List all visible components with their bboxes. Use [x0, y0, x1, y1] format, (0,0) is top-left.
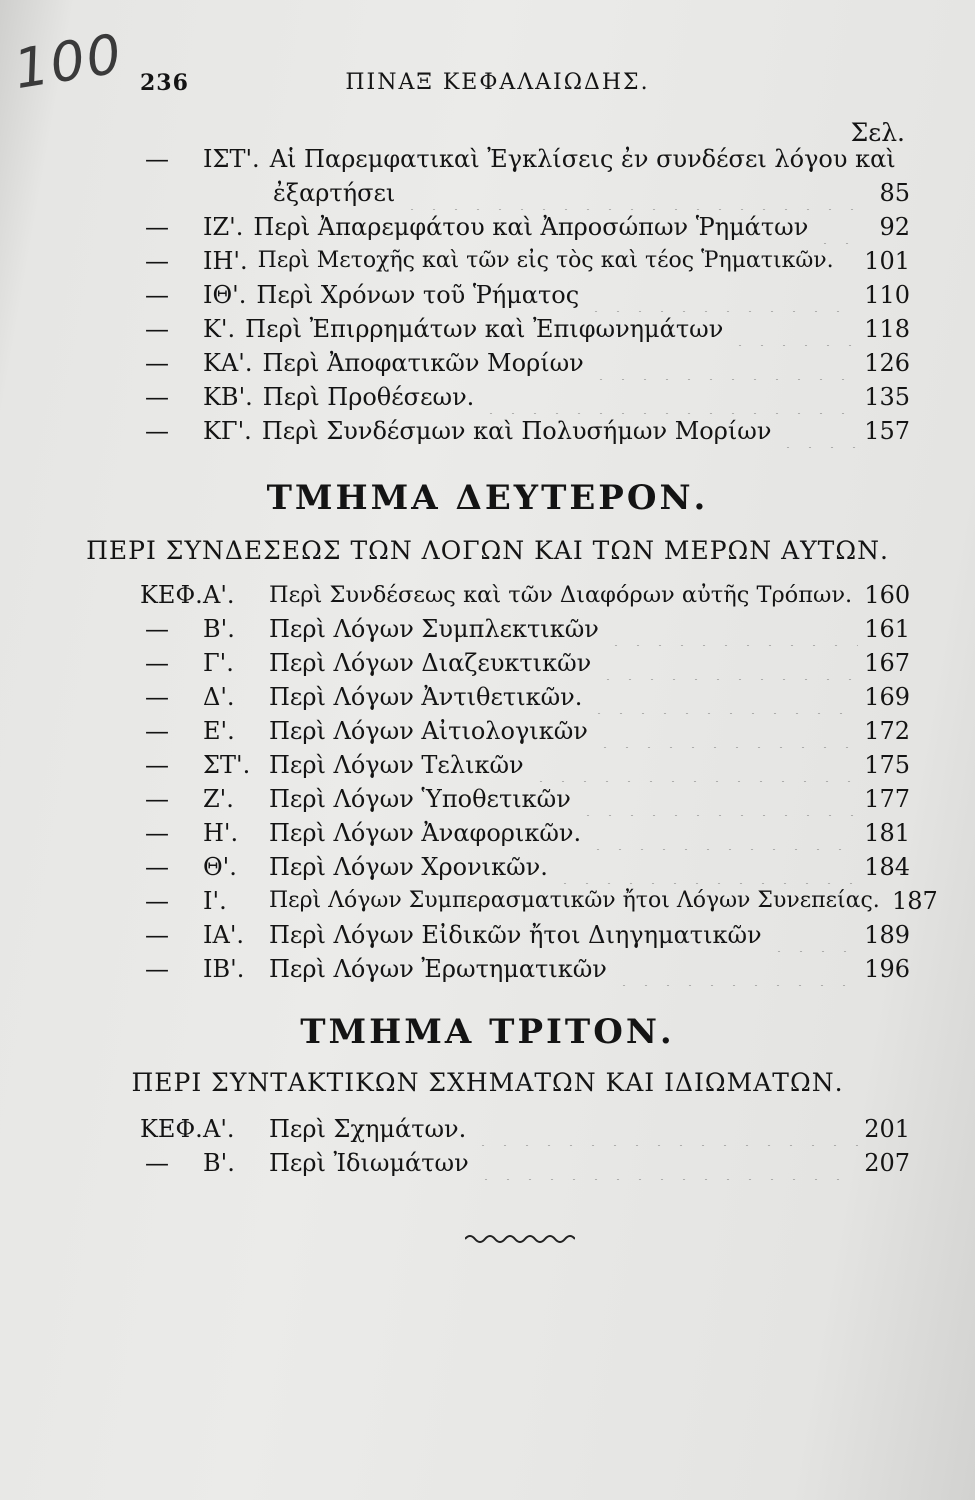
- toc-entry: [145, 748, 910, 782]
- entry-dash: —: [145, 213, 169, 241]
- entry-page: 167: [864, 649, 910, 677]
- entry-dash: —: [145, 785, 169, 813]
- entry-number: Α'.: [203, 581, 235, 609]
- dot-leader: [554, 850, 858, 884]
- entry-number: Β'.: [203, 615, 235, 643]
- running-head: ΠΙΝΑΞ ΚΕΦΑΛΑΙΩΔΗΣ.: [345, 70, 650, 95]
- entry-title: Περὶ Συνδέσεως καὶ τῶν Διαφόρων αὐτῆς Τρόπων.: [269, 582, 853, 608]
- entry-number: ΚΓ'.: [203, 417, 252, 445]
- entry-dash: —: [145, 145, 169, 173]
- toc-entry: [145, 816, 910, 850]
- toc-entry: [145, 210, 910, 244]
- entry-page: 187: [891, 887, 938, 915]
- entry-number: Ι'.: [203, 887, 227, 915]
- toc-entry: [145, 884, 938, 918]
- entry-chapter-label: ΚΕΦ.: [140, 581, 203, 609]
- section-subtitle: ΠΕΡΙ ΣΥΝΔΕΣΕΩΣ ΤΩΝ ΛΟΓΩΝ ΚΑΙ ΤΩΝ ΜΕΡΩΝ ΑΥΤΩΝ.: [86, 536, 889, 565]
- handwritten-mark: 100: [9, 21, 128, 102]
- entry-dash: —: [145, 615, 169, 643]
- dot-leader: [768, 918, 858, 952]
- entry-page: 157: [864, 417, 910, 445]
- entry-page: 135: [864, 383, 910, 411]
- toc-entry: [140, 578, 911, 612]
- entry-number: Η'.: [203, 819, 239, 847]
- entry-dash: —: [145, 683, 169, 711]
- entry-dash: —: [145, 819, 169, 847]
- entry-page: 110: [864, 281, 910, 309]
- dot-leader: [729, 312, 858, 346]
- entry-title: Περὶ Λόγων Διαζευκτικῶν: [269, 649, 592, 677]
- entry-page: 196: [864, 955, 910, 983]
- entry-title: Περὶ Λόγων Αἰτιολογικῶν: [269, 717, 588, 745]
- toc-entry: [145, 714, 910, 748]
- entry-page: 172: [864, 717, 910, 745]
- entry-page: 126: [864, 349, 910, 377]
- entry-number: ΙΖ'.: [203, 213, 244, 241]
- toc-entry: [145, 782, 910, 816]
- entry-dash: —: [145, 751, 169, 779]
- dot-leader: [840, 244, 858, 278]
- toc-entry: [145, 952, 910, 986]
- entry-title: Περὶ Λόγων Ἀναφορικῶν.: [269, 819, 582, 847]
- entry-title: Περὶ Προθέσεων.: [262, 383, 475, 411]
- entry-number: ΙΣΤ'.: [203, 145, 260, 173]
- entry-page: 85: [879, 179, 910, 207]
- entry-title: Περὶ Λόγων Συμπλεκτικῶν: [269, 615, 599, 643]
- entry-number: ΙΑ'.: [203, 921, 245, 949]
- entry-number: Κ'.: [203, 315, 236, 343]
- entry-number: ΣΤ'.: [203, 751, 251, 779]
- entry-number: ΙΒ'.: [203, 955, 245, 983]
- entry-title: Περὶ Λόγων Συμπερασματικῶν ἤτοι Λόγων Συνεπείας.: [269, 888, 880, 913]
- entry-title: Περὶ Ἀποφατικῶν Μορίων: [262, 349, 584, 377]
- entry-page: 175: [864, 751, 910, 779]
- entry-dash: —: [145, 417, 169, 445]
- entry-title: Περὶ Χρόνων τοῦ Ῥήματος: [256, 281, 580, 309]
- entry-number: Ε'.: [203, 717, 235, 745]
- entry-page: 101: [864, 247, 910, 275]
- entry-page: 118: [864, 315, 910, 343]
- entry-page: 201: [864, 1115, 910, 1143]
- dot-leader: [605, 612, 858, 646]
- entry-page: 161: [864, 615, 910, 643]
- entry-title: Περὶ Λόγων Εἰδικῶν ἤτοι Διηγηματικῶν: [269, 921, 762, 949]
- entry-title: Περὶ Λόγων Ἀντιθετικῶν.: [269, 683, 583, 711]
- page-number: 236: [140, 70, 189, 96]
- dot-leader: [480, 380, 858, 414]
- entry-dash: —: [145, 281, 169, 309]
- entry-page: 92: [879, 213, 910, 241]
- entry-dash: —: [145, 349, 169, 377]
- toc-entry: [145, 346, 910, 380]
- entry-title: Περὶ Λόγων Χρονικῶν.: [269, 853, 548, 881]
- entry-chapter-label: ΚΕΦ.: [140, 1115, 203, 1143]
- wavy-line-ornament-icon: [465, 1232, 575, 1246]
- toc-entry: [145, 278, 910, 312]
- entry-title: Περὶ Ἰδιωμάτων: [269, 1149, 469, 1177]
- dot-leader: [594, 714, 858, 748]
- toc-entry: [145, 680, 910, 714]
- dot-leader: [577, 782, 858, 816]
- entry-title: Περὶ Λόγων Ὑποθετικῶν: [269, 785, 571, 813]
- entry-number: ΙΘ'.: [203, 281, 247, 309]
- dot-leader: [472, 1112, 858, 1146]
- entry-number: Γ'.: [203, 649, 234, 677]
- entry-page: 177: [864, 785, 910, 813]
- entry-page: 160: [864, 581, 911, 609]
- toc-entry: [140, 1112, 910, 1146]
- entry-title: Περὶ Σχημάτων.: [269, 1115, 467, 1143]
- dot-leader: [777, 414, 858, 448]
- entry-dash: —: [145, 955, 169, 983]
- entry-page: 207: [864, 1149, 910, 1177]
- dot-leader: [401, 176, 858, 210]
- section-subtitle: ΠΕΡΙ ΣΥΝΤΑΚΤΙΚΩΝ ΣΧΗΜΑΤΩΝ ΚΑΙ ΙΔΙΩΜΑΤΩΝ.: [131, 1068, 844, 1097]
- entry-dash: —: [145, 247, 169, 275]
- toc-entry: [145, 1146, 910, 1180]
- entry-dash: —: [145, 649, 169, 677]
- page-column-label: Σελ.: [850, 118, 905, 147]
- dot-leader: [475, 1146, 858, 1180]
- entry-number: ΚΒ'.: [203, 383, 253, 411]
- entry-page: 181: [864, 819, 910, 847]
- entry-page: 189: [864, 921, 910, 949]
- toc-entry: [145, 142, 910, 176]
- section-title: ΤΜΗΜΑ ΔΕΥΤΕΡΟΝ.: [266, 478, 709, 518]
- toc-entry: [145, 612, 910, 646]
- toc-entry: [145, 850, 910, 884]
- entry-number: ΚΑ'.: [203, 349, 253, 377]
- toc-entry-continuation: [145, 176, 910, 210]
- entry-number: Α'.: [203, 1115, 235, 1143]
- toc-entry: [145, 312, 910, 346]
- entry-dash: —: [145, 717, 169, 745]
- entry-dash: —: [145, 921, 169, 949]
- entry-number: ΙΗ'.: [203, 247, 248, 275]
- entry-title: Περὶ Ἐπιρρημάτων καὶ Ἐπιφωνημάτων: [245, 315, 724, 343]
- toc-entry: [145, 918, 910, 952]
- entry-title: Περὶ Λόγων Τελικῶν: [269, 751, 524, 779]
- dot-leader: [613, 952, 858, 986]
- entry-title-continuation: ἐξαρτήσει: [273, 179, 396, 207]
- entry-number: Δ'.: [203, 683, 235, 711]
- dot-leader: [814, 210, 858, 244]
- toc-entry: [145, 380, 910, 414]
- entry-title: Περὶ Ἀπαρεμφάτου καὶ Ἀπροσώπων Ῥημάτων: [253, 213, 809, 241]
- section-title: ΤΜΗΜΑ ΤΡΙΤΟΝ.: [300, 1012, 675, 1052]
- entry-dash: —: [145, 315, 169, 343]
- dot-leader: [530, 748, 858, 782]
- entry-title: Περὶ Λόγων Ἐρωτηματικῶν: [269, 955, 607, 983]
- entry-dash: —: [145, 887, 169, 915]
- entry-title: Περὶ Μετοχῆς καὶ τῶν εἰς τὸς καὶ τέος Ῥηματικῶν.: [257, 248, 834, 273]
- dot-leader: [588, 680, 858, 714]
- dot-leader: [597, 646, 858, 680]
- entry-number: Ζ'.: [203, 785, 234, 813]
- dot-leader: [587, 816, 858, 850]
- dot-leader: [585, 278, 858, 312]
- entry-title: Αἱ Παρεμφατικαὶ Ἐγκλίσεις ἐν συνδέσει λόγου καὶ: [269, 145, 896, 173]
- entry-number: Β'.: [203, 1149, 235, 1177]
- entry-dash: —: [145, 853, 169, 881]
- toc-entry: [145, 646, 910, 680]
- entry-dash: —: [145, 1149, 169, 1177]
- toc-entry: [145, 414, 910, 448]
- toc-entry: [145, 244, 910, 278]
- entry-number: Θ'.: [203, 853, 237, 881]
- entry-dash: —: [145, 383, 169, 411]
- entry-page: 184: [864, 853, 910, 881]
- dot-leader: [590, 346, 858, 380]
- entry-page: 169: [864, 683, 910, 711]
- entry-title: Περὶ Συνδέσμων καὶ Πολυσήμων Μορίων: [261, 417, 772, 445]
